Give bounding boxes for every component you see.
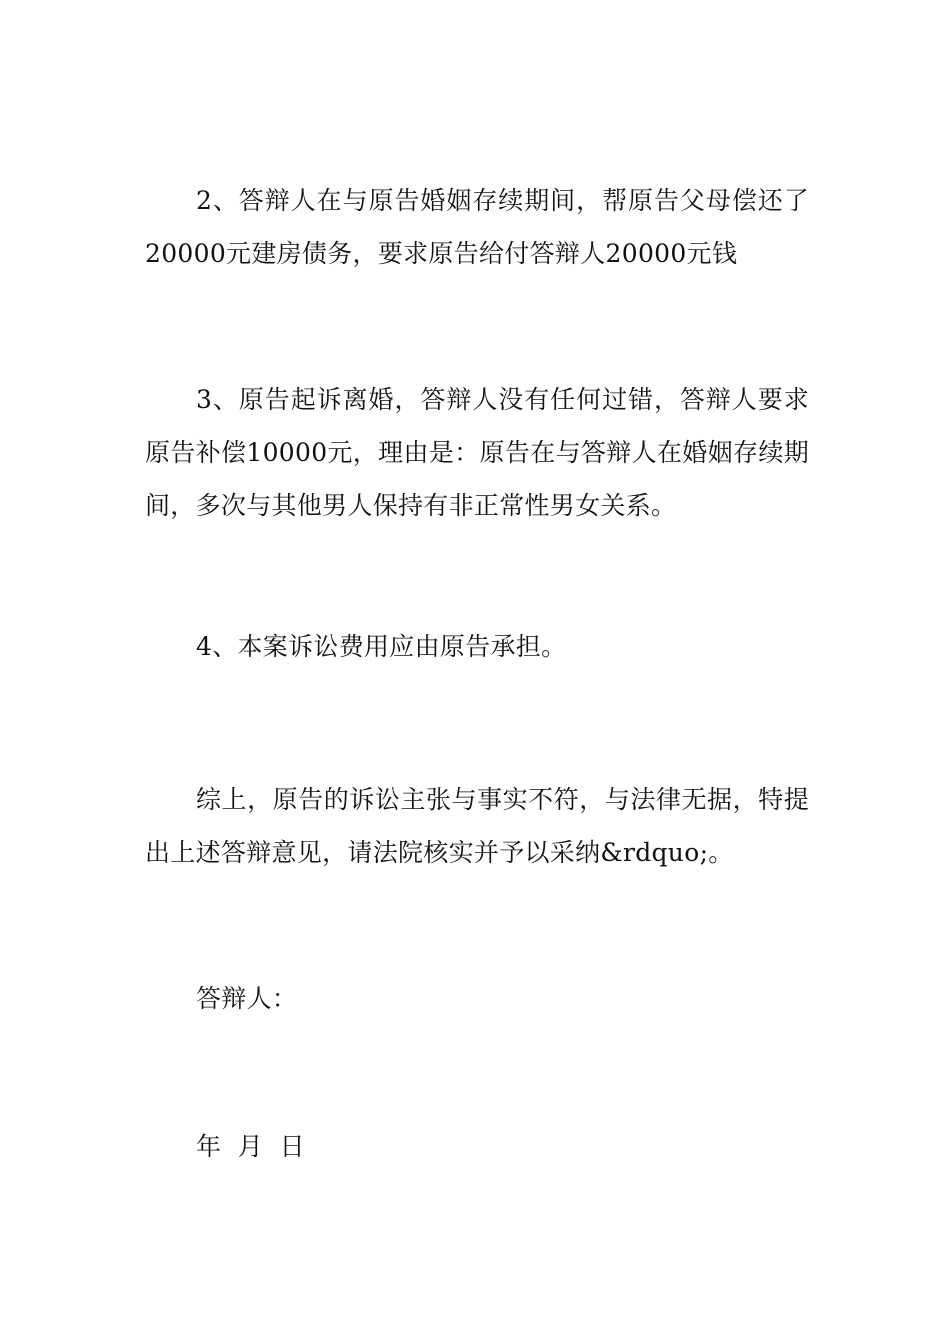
date-line: 年 月 日 [196, 1132, 305, 1161]
signature-label: 答辩人： [196, 984, 298, 1013]
paragraph-item-4: 4、本案诉讼费用应由原告承担。 [196, 632, 567, 661]
paragraph-item-2: 2、答辩人在与原告婚姻存续期间，帮原告父母偿还了20000元建房债务，要求原告给付答辩人20000元钱 [145, 186, 809, 268]
paragraph-item-3: 3、原告起诉离婚，答辩人没有任何过错，答辩人要求原告补偿10000元，理由是：原告在与答辩人在婚姻存续期间，多次与其他男人保持有非正常性男女关系。 [145, 385, 809, 520]
paragraph-conclusion: 综上，原告的诉讼主张与事实不符，与法律无据，特提出上述答辩意见，请法院核实并予以采纳&rdquo;。 [145, 785, 809, 867]
